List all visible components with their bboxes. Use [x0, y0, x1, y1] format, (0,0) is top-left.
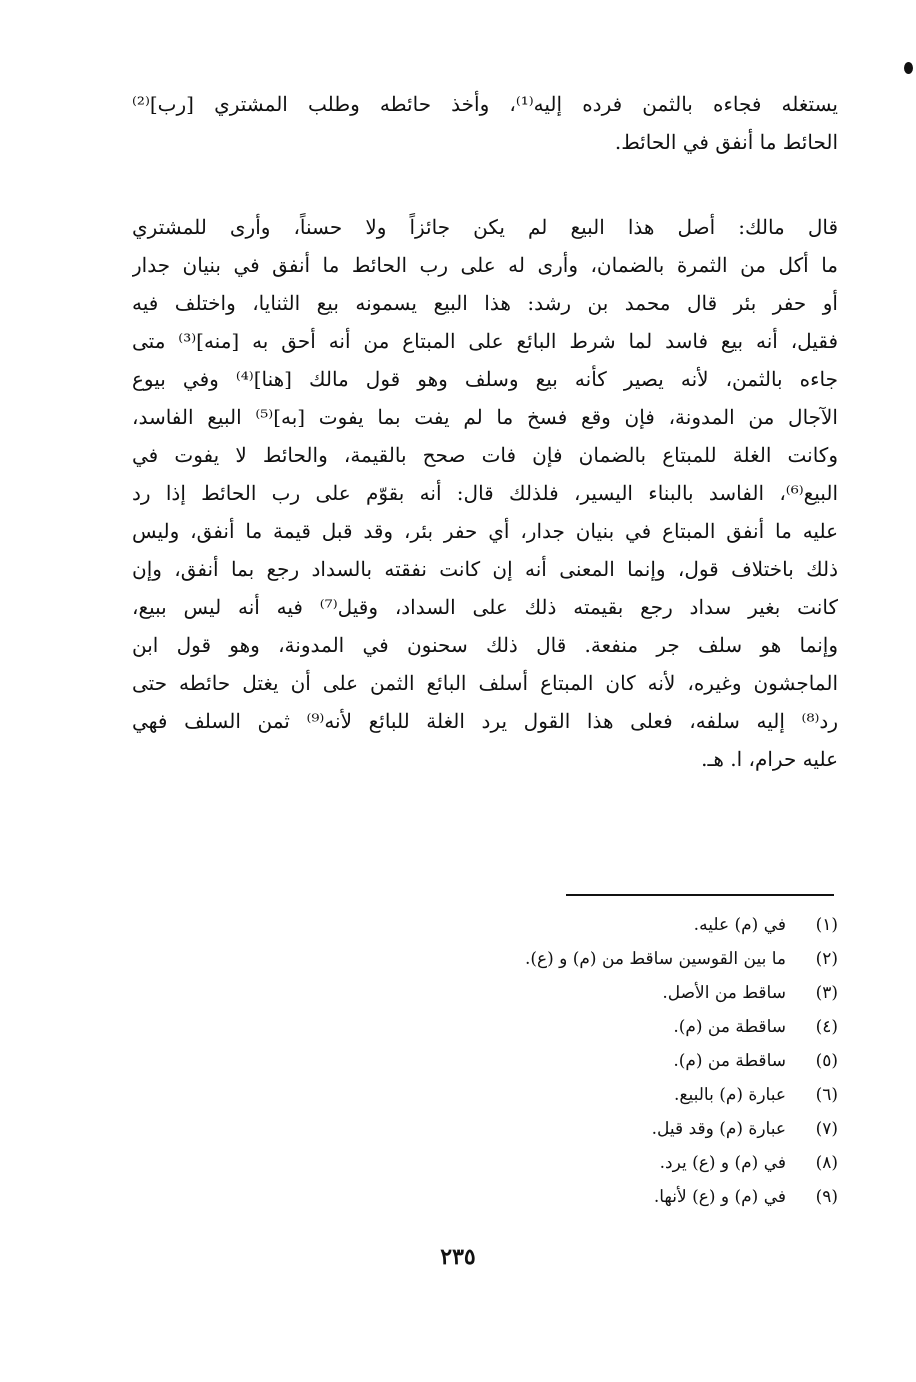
- text-line: أو حفر بئر قال محمد بن رشد: هذا البيع يسمونه بيع الثنايا، واختلف فيه: [132, 291, 838, 315]
- footnote-number: (٥): [815, 1051, 838, 1071]
- text-line: جاءه بالثمن، لأنه يصير كأنه بيع وسلف وهو قول مالك [هنا]⁽⁴⁾ وفي بيوع: [132, 367, 838, 391]
- footnote-text: في (م) و (ع) يرد.: [659, 1153, 786, 1173]
- text-line: قال مالك: أصل هذا البيع لم يكن جائزاً ولا حسناً، وأرى للمشتري: [132, 215, 838, 239]
- margin-dot-mark: [904, 62, 913, 74]
- footnote-separator: [566, 894, 834, 896]
- text-line: وكانت الغلة للمبتاع بالضمان فإن فات صحح بالقيمة، والحائط لا يفوت في: [132, 443, 838, 467]
- footnote-item: [400, 1146, 838, 1180]
- text-line: ذلك باختلاف قول، وإنما المعنى أنه إن كانت نفقته بالسداد رجع بما أنفق، وإن: [132, 557, 838, 581]
- footnote-item: [400, 1044, 838, 1078]
- footnotes-list: [400, 908, 838, 1214]
- footnote-number: (٨): [815, 1153, 838, 1173]
- text-line: فقيل، أنه بيع فاسد لما شرط البائع على المبتاع من أنه أحق به [منه]⁽³⁾ متى: [132, 329, 838, 353]
- footnote-text: في (م) و (ع) لأنها.: [653, 1187, 786, 1207]
- text-line: الماجشون وغيره، لأنه كان المبتاع أسلف البائع الثمن على أن يغتل حائطه حتى: [132, 671, 838, 695]
- text-line: يستغله فجاءه بالثمن فرده إليه⁽¹⁾، وأخذ حائطه وطلب المشتري [رب]⁽²⁾: [132, 92, 838, 116]
- paragraph-2: [132, 208, 838, 778]
- footnote-item: [400, 908, 838, 942]
- footnote-number: (٦): [815, 1085, 838, 1105]
- footnote-number: (٩): [815, 1187, 838, 1207]
- text-line: عليه حرام، ا. هـ.: [701, 747, 838, 771]
- text-line: رد⁽⁸⁾ إليه سلفه، فعلى هذا القول يرد الغلة للبائع لأنه⁽⁹⁾ ثمن السلف فهي: [132, 709, 838, 733]
- text-line: كانت بغير سداد رجع بقيمته ذلك على السداد، وقيل⁽⁷⁾ فيه أنه ليس ببيع،: [132, 595, 838, 619]
- paragraph-1: [132, 85, 838, 161]
- footnote-text: في (م) عليه.: [693, 915, 786, 935]
- footnote-text: عبارة (م) بالبيع.: [674, 1085, 786, 1105]
- text-line: عليه ما أنفق المبتاع في بنيان جدار، أي حفر بئر، وقد قبل قيمة ما أنفق، وليس: [132, 519, 838, 543]
- footnote-number: (٧): [815, 1119, 838, 1139]
- footnote-number: (٣): [815, 983, 838, 1003]
- footnote-number: (١): [815, 915, 838, 935]
- footnote-text: ساقطة من (م).: [673, 1017, 786, 1037]
- text-line: ما أكل من الثمرة بالضمان، وأرى له على رب الحائط ما أنفق في بنيان جدار: [132, 253, 838, 277]
- page-number: ٢٣٥: [440, 1244, 476, 1270]
- text-line: وإنما هو سلف جر منفعة. قال ذلك سحنون في المدونة، وهو قول ابن: [132, 633, 838, 657]
- footnote-item: [400, 1078, 838, 1112]
- text-line: الآجال من المدونة، فإن وقع فسخ ما لم يفت بما يفوت [به]⁽⁵⁾ البيع الفاسد،: [132, 405, 838, 429]
- footnote-item: [400, 1180, 838, 1214]
- footnote-text: ساقطة من (م).: [673, 1051, 786, 1071]
- footnote-item: [400, 976, 838, 1010]
- footnote-number: (٢): [815, 949, 838, 969]
- footnote-item: [400, 1112, 838, 1146]
- footnote-number: (٤): [815, 1017, 838, 1037]
- footnote-item: [400, 942, 838, 976]
- footnote-item: [400, 1010, 838, 1044]
- footnote-text: ساقط من الأصل.: [662, 983, 786, 1003]
- footnote-text: ما بين القوسين ساقط من (م) و (ع).: [524, 949, 786, 969]
- text-line: البيع⁽⁶⁾، الفاسد بالبناء اليسير، فلذلك قال: أنه بقوّم على رب الحائط إذا رد: [132, 481, 838, 505]
- footnote-text: عبارة (م) وقد قيل.: [651, 1119, 786, 1139]
- text-line: الحائط ما أنفق في الحائط.: [614, 130, 838, 154]
